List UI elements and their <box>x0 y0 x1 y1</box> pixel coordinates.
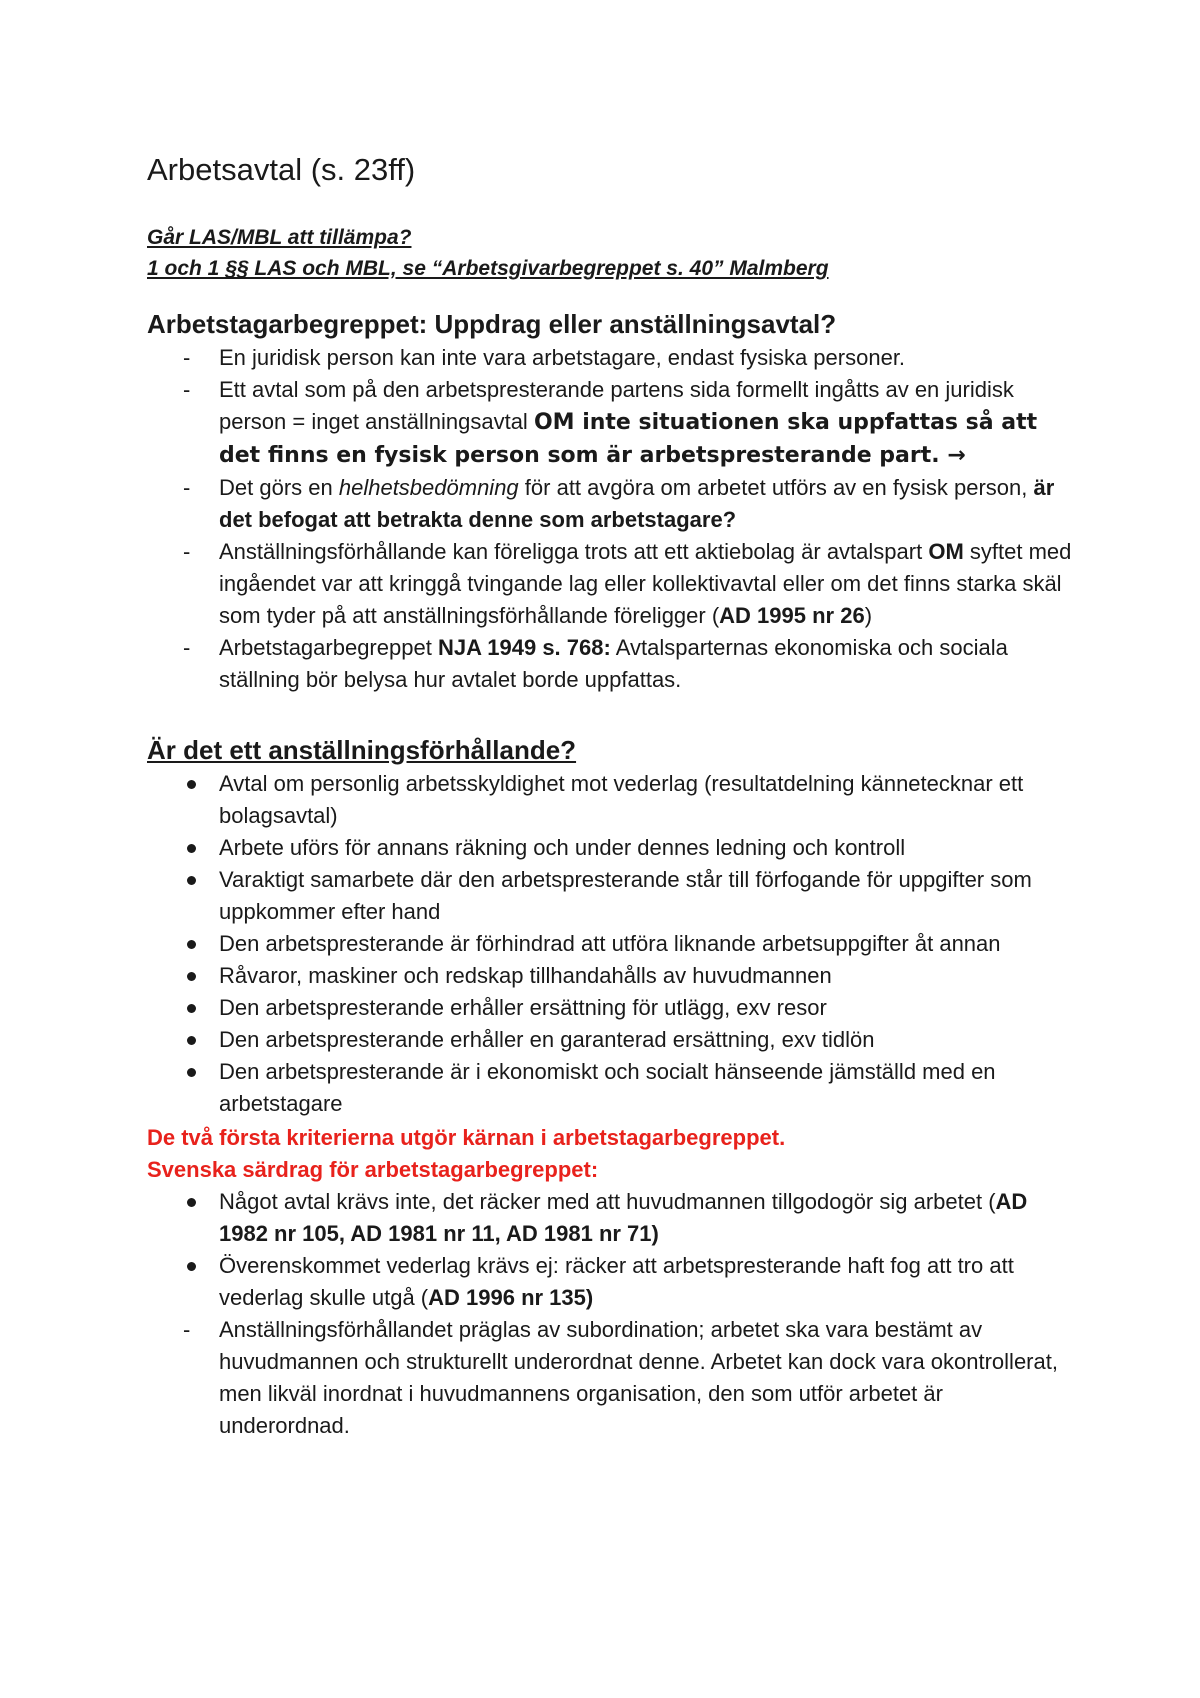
list-item: - Anställningsförhållande kan föreligga trots att ett aktiebolag är avtalspart OM syftet med ingåendet var att kringgå tvingande lag eller kollektivavtal eller om det finns starka skäl som tyder på att anställningsförhållande föreligger (AD 1995 nr 26) <box>147 536 1077 632</box>
list-item: Den arbetspresterande erhåller ersättning för utlägg, exv resor <box>219 995 827 1020</box>
document-page <box>147 140 1077 1442</box>
subheading <box>147 222 1077 284</box>
page-title: Arbetsavtal (s. 23ff) <box>147 152 416 187</box>
list-item: Överenskommet vederlag krävs ej: räcker att arbetspresterande haft fog att tro att vederlag skulle utgå (AD 1996 nr 135) <box>219 1253 1014 1310</box>
highlight-core-criteria: De två första kriterierna utgör kärnan i arbetstagarbegreppet. <box>147 1125 786 1150</box>
section-heading-anstallningsforhallande: Är det ett anställningsförhållande? <box>147 735 577 765</box>
list-item: - Anställningsförhållandet präglas av subordination; arbetet ska vara bestämt av huvudmannen och strukturellt underordnat denne. Arbetet kan dock vara okontrollerat, men likväl inordnat i huvudmannens organisation, den som utför arbetet är underordnad. <box>147 1314 1077 1442</box>
list-item: Varaktigt samarbete där den arbetspresterande står till förfogande för uppgifter som uppkommer efter hand <box>219 867 1032 924</box>
dash-marker: - <box>183 475 191 500</box>
dash-marker: - <box>183 345 191 370</box>
list-item: - Ett avtal som på den arbetspresterande partens sida formellt ingåtts av en juridisk person = inget anställningsavtal OM inte situationen ska uppfattas så att det finns en fysisk person som är arbetspresterande part. → <box>147 374 1077 472</box>
subheading-line-2: 1 och 1 §§ LAS och MBL, se “Arbetsgivarbegreppet s. 40” Malmberg <box>147 257 829 280</box>
subheading-line-1: Går LAS/MBL att tillämpa? <box>147 226 412 249</box>
list-item: Den arbetspresterande erhåller en garanterad ersättning, exv tidlön <box>219 1027 875 1052</box>
list-item: Den arbetspresterande är förhindrad att utföra liknande arbetsuppgifter åt annan <box>219 931 1001 956</box>
dash-marker: - <box>183 635 191 660</box>
list-item: Avtal om personlig arbetsskyldighet mot vederlag (resultatdelning kännetecknar ett bolagsavtal) <box>219 771 1024 828</box>
bullet-list <box>147 768 1077 1120</box>
swedish-features-list <box>147 1186 1077 1442</box>
highlight-swedish-features: Svenska särdrag för arbetstagarbegreppet: <box>147 1157 599 1182</box>
list-item: - Det görs en helhetsbedömning för att avgöra om arbetet utförs av en fysisk person, är det befogat att betrakta denne som arbetstagare? <box>147 472 1077 536</box>
dash-list <box>147 342 1077 696</box>
list-item: Råvaror, maskiner och redskap tillhandahålls av huvudmannen <box>219 963 832 988</box>
dash-marker: - <box>183 539 191 564</box>
dash-marker: - <box>183 377 191 402</box>
list-item: - En juridisk person kan inte vara arbetstagare, endast fysiska personer. <box>147 342 1077 374</box>
list-item: - Arbetstagarbegreppet NJA 1949 s. 768: Avtalsparternas ekonomiska och sociala ställning bör belysa hur avtalet borde uppfattas. <box>147 632 1077 696</box>
section-heading-arbetstagarbegreppet: Arbetstagarbegreppet: Uppdrag eller anställningsavtal? <box>147 309 837 339</box>
dash-marker: - <box>183 1317 191 1342</box>
list-item: Arbete uförs för annans räkning och under dennes ledning och kontroll <box>219 835 906 860</box>
list-item: Något avtal krävs inte, det räcker med att huvudmannen tillgodogör sig arbetet (AD 1982 nr 105, AD 1981 nr 11, AD 1981 nr 71) <box>219 1189 1028 1246</box>
list-item: Den arbetspresterande är i ekonomiskt och socialt hänseende jämställd med en arbetstagare <box>219 1059 996 1116</box>
